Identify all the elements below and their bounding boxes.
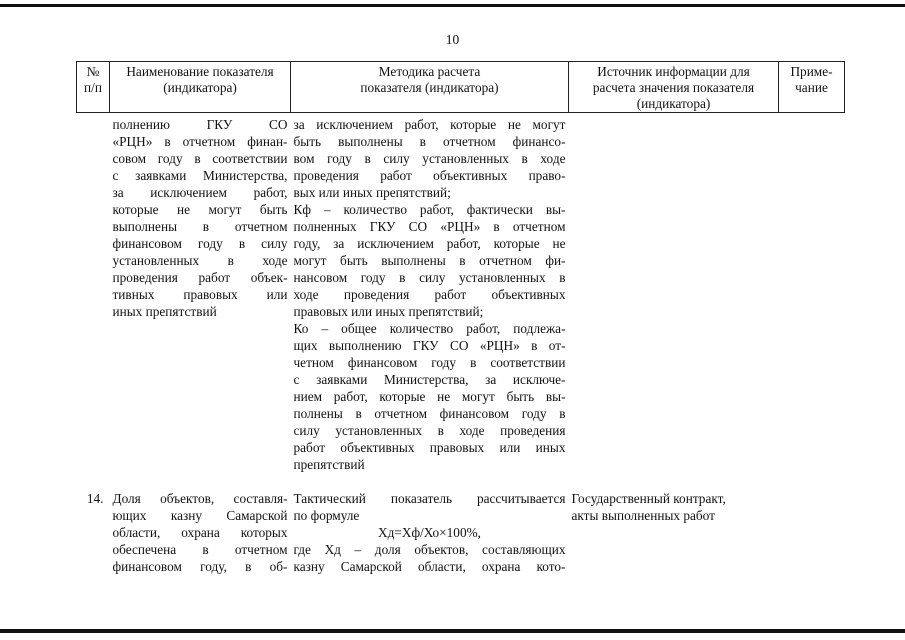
information-source-cell [569,113,779,474]
table-row [77,113,845,474]
calculation-method-cell: за исключением работ, которые не могут быть выполнены в отчетном финансо- вом году в силу установленных в ходе проведения работ объективных право- вых или иных препятствий; Кф – количество работ, фактически вы- полненных ГКУ СО «РЦН» в отчетном году, за исключением работ, которые не могут быть выполнены в отчетном фи- нансовом году в силу установленных в ходе проведения работ объективных правовых или иных препятствий; Ко – общее количество работ, подлежа- щих выполнению ГКУ СО «РЦН» в от- четном финансовом году в соответствии с заявками Министерства, за исключе- нием работ, которые не могут быть вы- полнены в отчетном финансовом году в силу установленных в ходе проведения работ объективных правовых или иных препятствий [293,117,566,472]
header-note: Приме- чание [779,62,845,113]
document-page [76,61,844,575]
indicators-table [76,61,845,575]
row-number-cell: 14. [86,491,104,506]
bottom-rule [0,629,905,633]
table-header-row [77,62,845,113]
top-rule [0,4,905,7]
note-cell [779,487,845,575]
calculation-method-cell: Тактический показатель рассчитывается по формуле Хд=Хф/Хо×100%, где Хд – доля объектов, составляющих казну Самарской области, охрана кото- [293,491,566,574]
information-source-cell: Государственный контракт, акты выполненных работ [571,491,726,523]
header-information-source: Источник информации для расчета значения показателя (индикатора) [569,62,779,113]
row-spacer [77,473,845,487]
page-number: 10 [445,32,460,47]
note-cell [779,113,845,474]
header-indicator-name: Наименование показателя (индикатора) [110,62,291,113]
indicator-name-cell: полнению ГКУ СО «РЦН» в отчетном финан- совом году в соответствии с заявками Министерства, за исключением работ, которые не могут быть выполнены в отчетном финансовом году в силу установленных в ходе проведения работ объек- тивных правовых или иных препятствий [112,117,288,319]
header-number: № п/п [77,62,110,113]
header-calculation-method: Методика расчета показателя (индикатора) [291,62,569,113]
table-row [77,487,845,575]
row-number-cell [77,113,110,474]
indicator-name-cell: Доля объектов, составля- ющих казну Самарской области, охрана которых обеспечена в отчетном финансовом году, в об- [112,491,288,574]
formula: Хд=Хф/Хо×100%, [377,525,482,540]
